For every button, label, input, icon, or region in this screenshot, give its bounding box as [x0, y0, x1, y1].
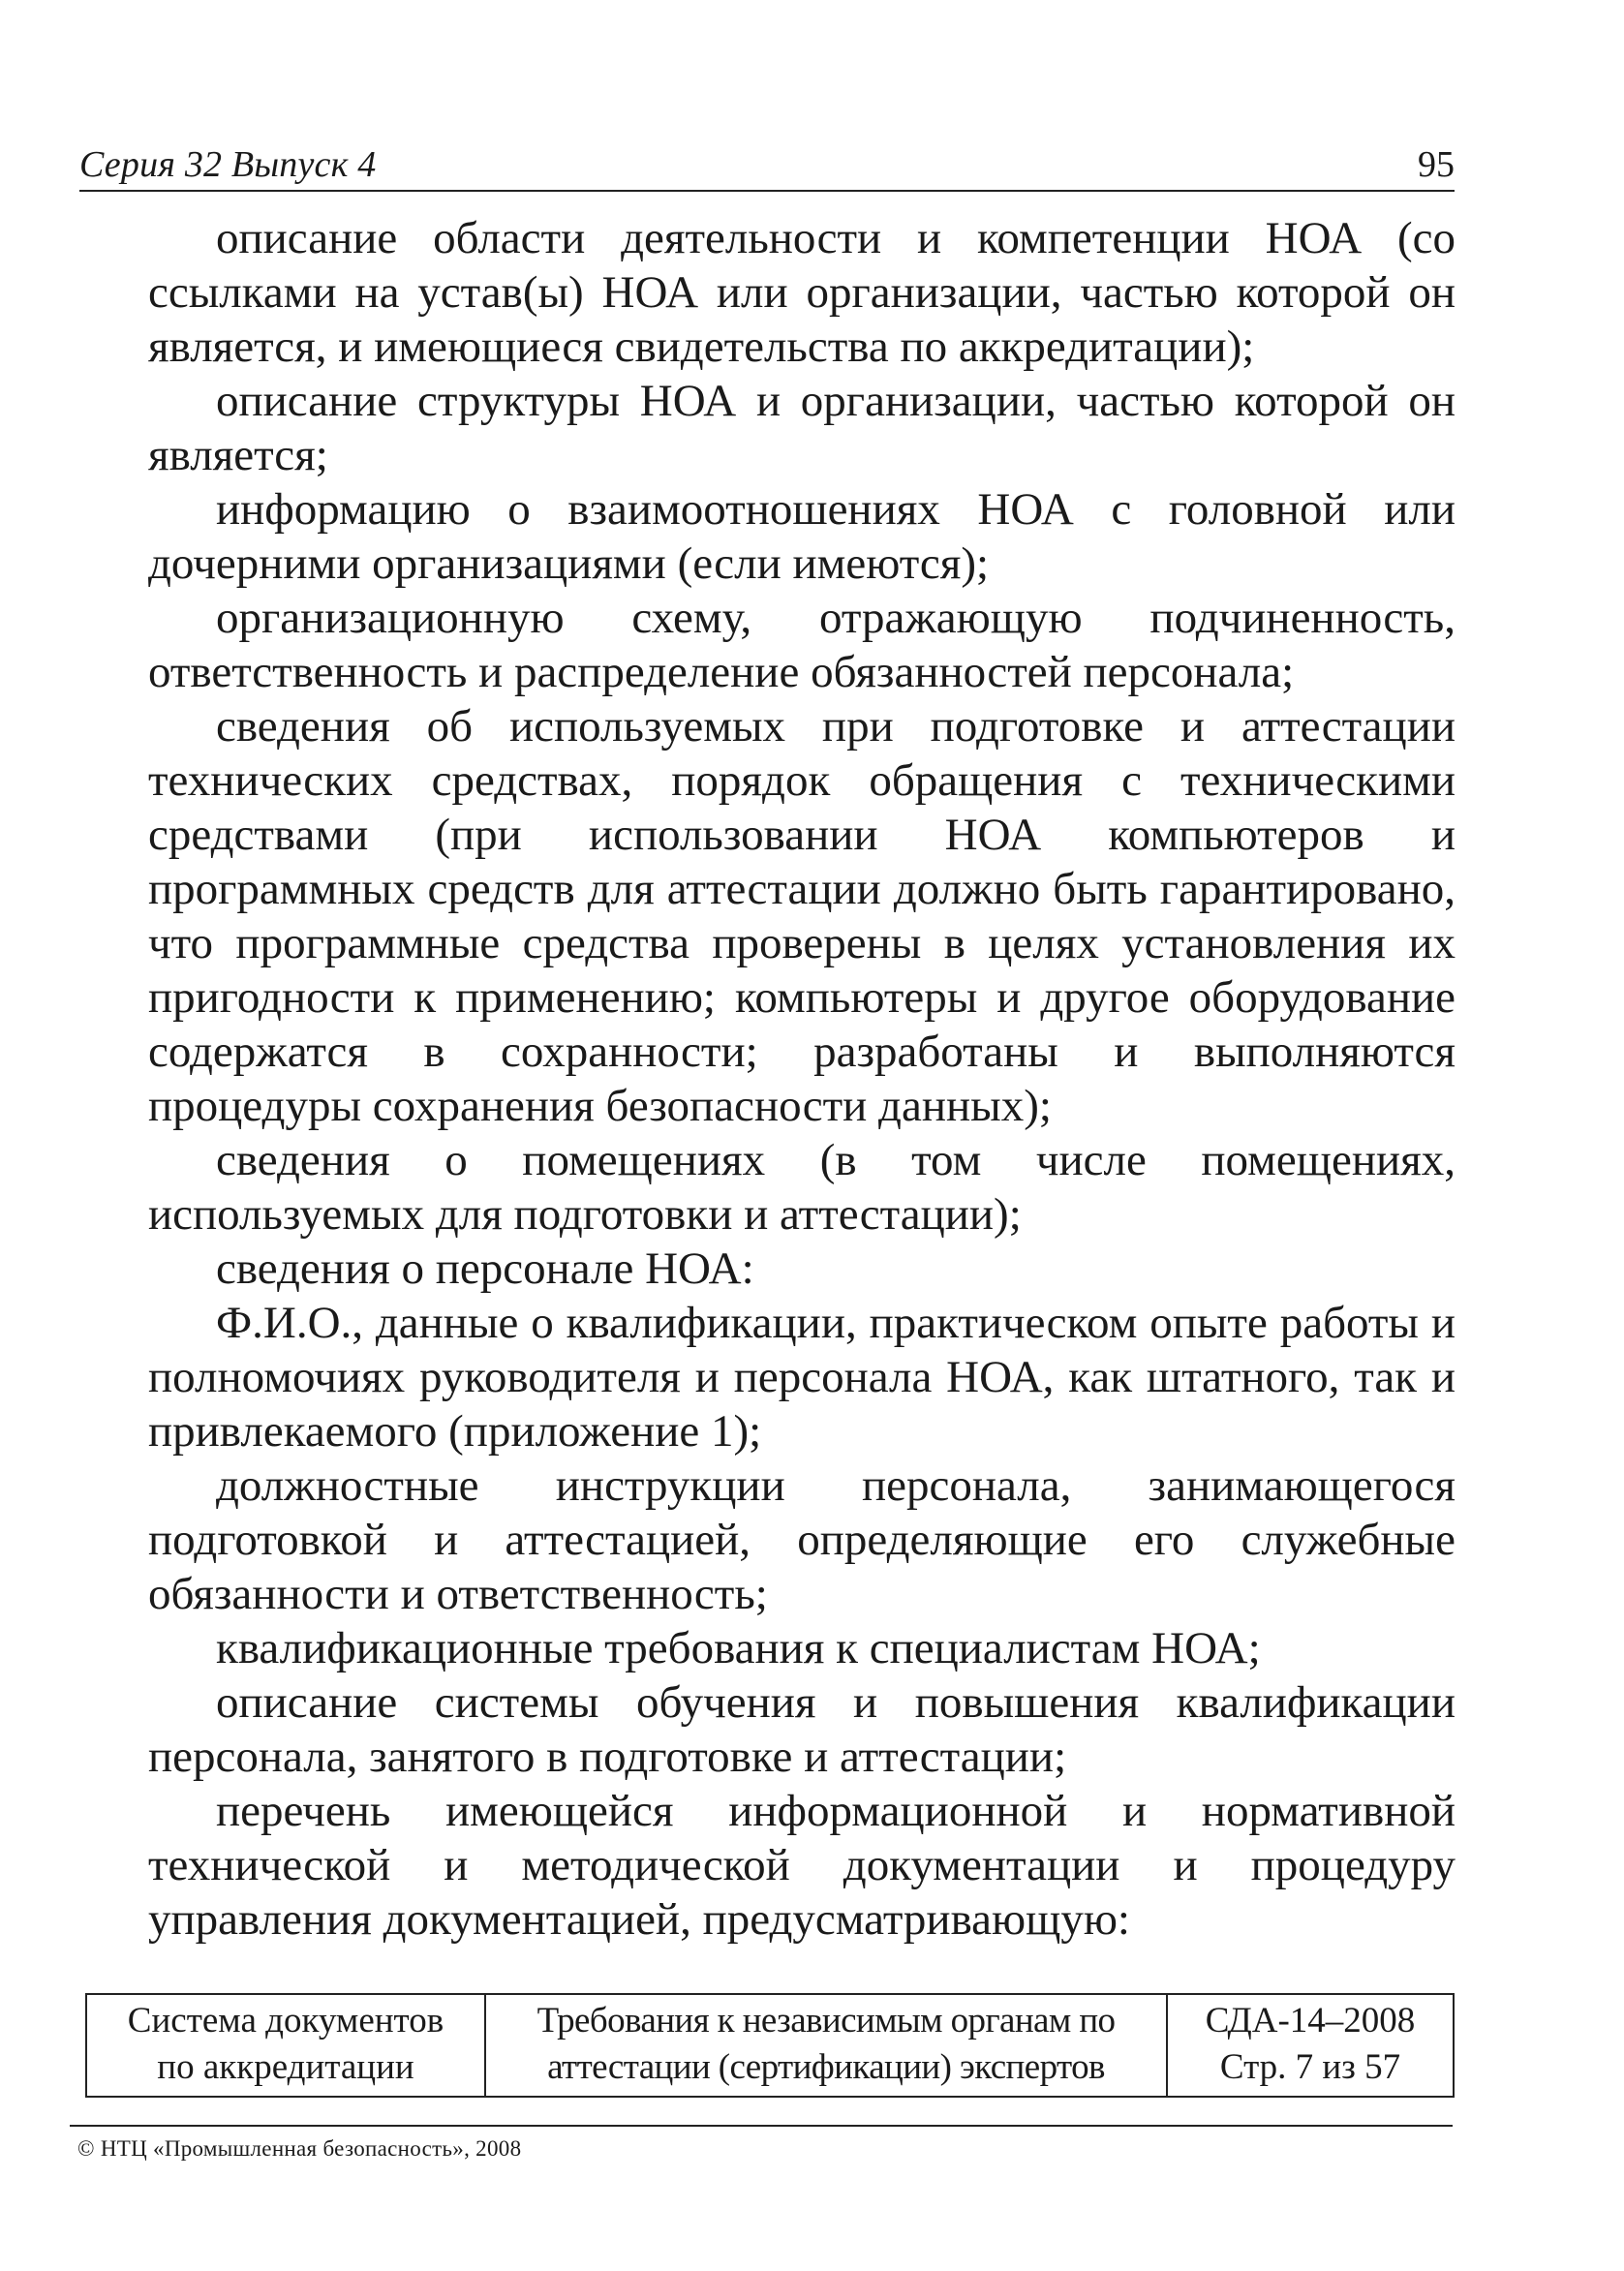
paragraph: Ф.И.О., данные о квалификации, практическом опыте работы и полномочиях руководителя и персонала НОА, как штатного, так и привлекаемого (приложение 1);	[148, 1298, 1455, 1457]
paragraph: описание структуры НОА и организации, частью которой он является;	[148, 376, 1455, 480]
document-page-count: Стр. 7 из 57	[1219, 2047, 1401, 2087]
document-system-line2: по аккредитации	[157, 2047, 414, 2087]
paragraph: описание области деятельности и компетенции НОА (со ссылками на устав(ы) НОА или организации, частью которой он является, и имеющиеся свидетельства по аккредитации);	[148, 213, 1455, 372]
document-title-line1: Требования к независимым органам по	[536, 2001, 1116, 2041]
paragraph: описание системы обучения и повышения квалификации персонала, занятого в подготовке и аттестации;	[148, 1677, 1455, 1782]
paragraph: организационную схему, отражающую подчиненность, ответственность и распределение обязанностей персонала;	[148, 593, 1455, 697]
page-number: 95	[1418, 144, 1455, 185]
paragraph: сведения о помещениях (в том числе помещениях, используемых для подготовки и аттестации);	[148, 1135, 1455, 1240]
paragraph: сведения об используемых при подготовке и аттестации технических средствах, порядок обращения с техническими средствами (при использовании НОА компьютеров и программных средств для аттестации должно быть гарантировано, что программные средства проверены в целях установления их пригодности к применению; компьютеры и другое оборудование содержатся в сохранности; разработаны и выполняются процедуры сохранения безопасности данных);	[148, 701, 1455, 1131]
series-label: Серия 32 Выпуск 4	[79, 144, 377, 185]
paragraph: квалификационные требования к специалистам НОА;	[216, 1623, 1261, 1673]
footer-divider	[70, 2125, 1453, 2127]
paragraph: сведения о персонале НОА:	[216, 1243, 754, 1294]
running-header	[79, 145, 1455, 192]
paragraph: информацию о взаимоотношениях НОА с головной или дочерними организациями (если имеются);	[148, 484, 1455, 589]
main-text	[148, 211, 1455, 1947]
document-system-cell	[86, 1994, 485, 2097]
document-title-cell	[485, 1994, 1167, 2097]
table-row	[86, 1994, 1454, 2097]
copyright-notice: © НТЦ «Промышленная безопасность», 2008	[77, 2136, 522, 2161]
document-info-table	[85, 1993, 1455, 2098]
document-code: СДА-14–2008	[1205, 2001, 1416, 2041]
paragraph: должностные инструкции персонала, занимающегося подготовкой и аттестацией, определяющие его служебные обязанности и ответственность;	[148, 1460, 1455, 1619]
document-code-cell	[1167, 1994, 1454, 2097]
document-system-line1: Система документов	[127, 2001, 444, 2041]
paragraph: перечень имеющейся информационной и нормативной технической и методической документации и процедуру управления документацией, предусматривающую:	[148, 1786, 1455, 1945]
document-title-line2: аттестации (сертификации) экспертов	[547, 2047, 1105, 2087]
